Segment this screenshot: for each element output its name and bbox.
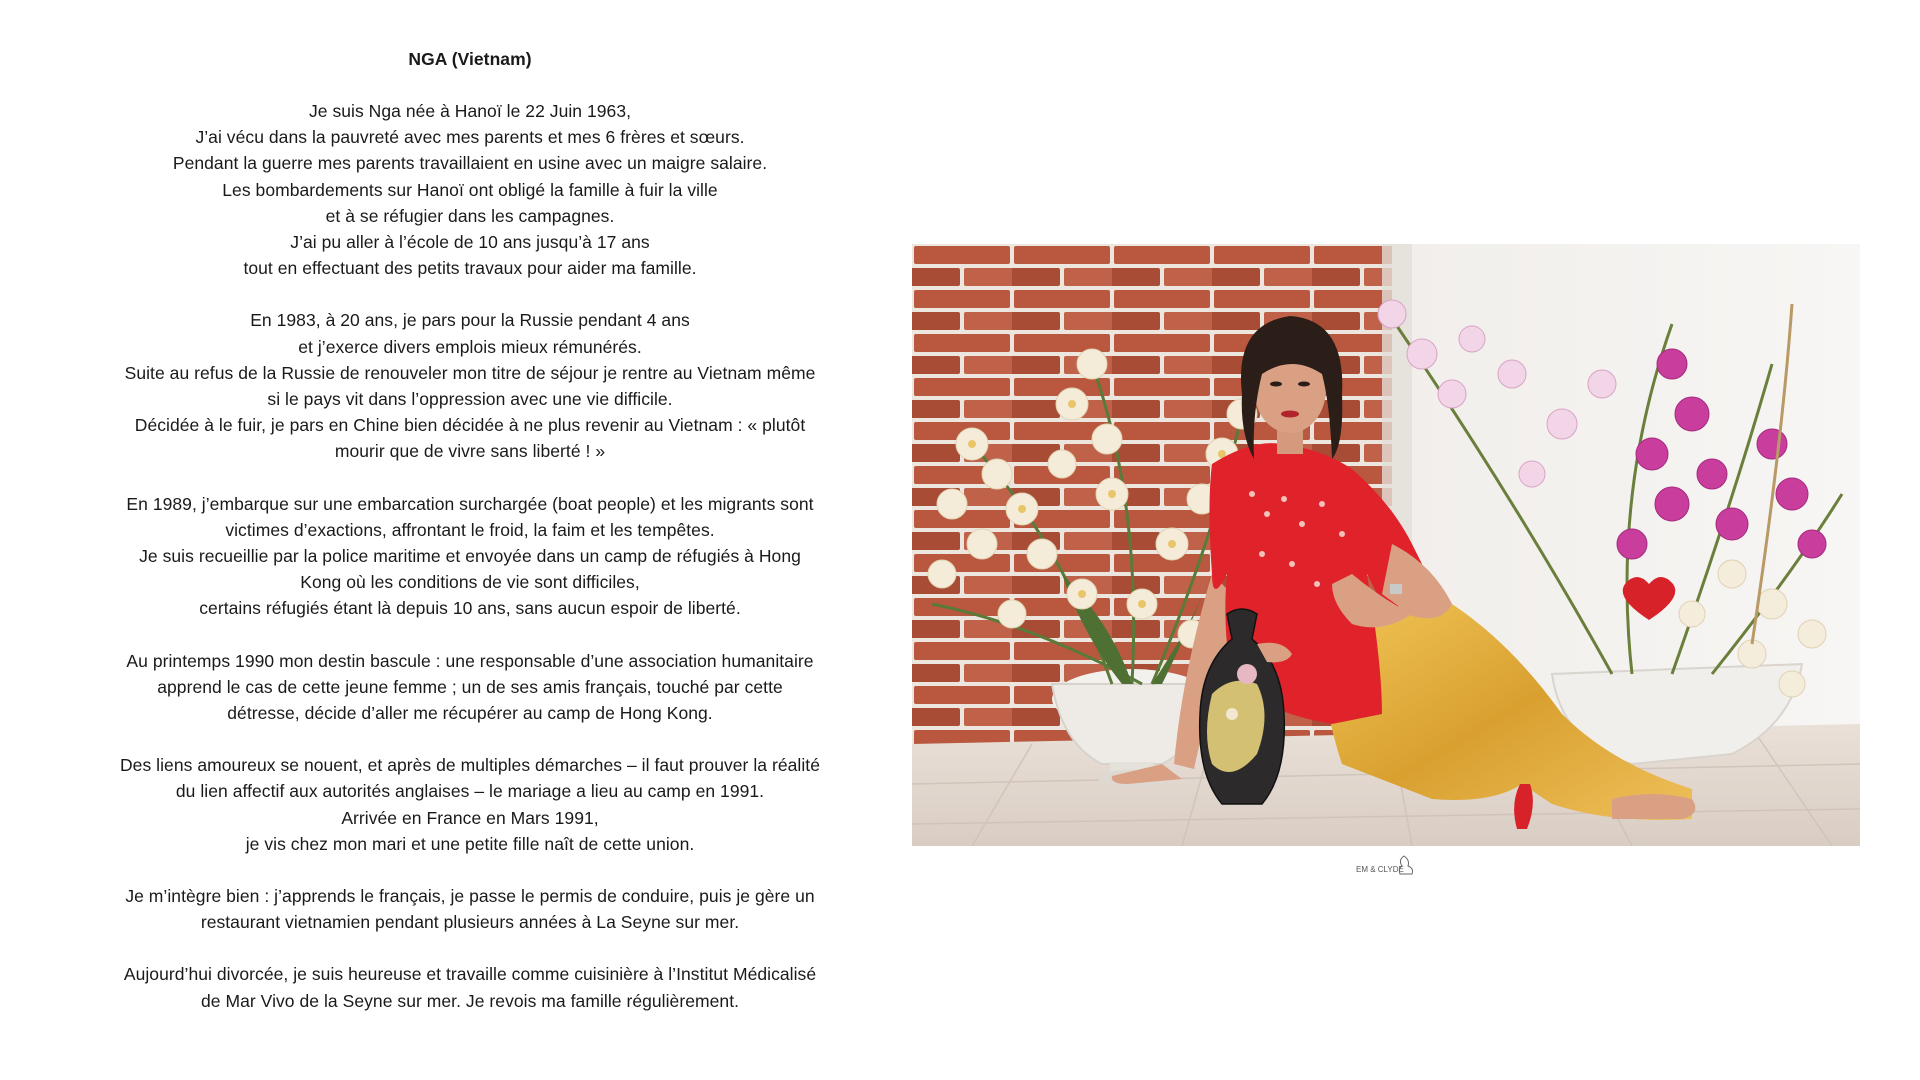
paragraph-line: Les bombardements sur Hanoï ont obligé la famille à fuir la ville — [222, 179, 718, 200]
portrait-illustration — [912, 244, 1860, 846]
paragraph-line: Pendant la guerre mes parents travaillaient en usine avec un maigre salaire. — [172, 153, 768, 174]
paragraph-line: Je suis Nga née à Hanoï le 22 Juin 1963, — [308, 101, 632, 121]
paragraph-line: Décidée à le fuir, je pars en Chine bien décidée à ne plus revenir au Vietnam : « plutôt — [134, 415, 806, 436]
paragraph-line: restaurant vietnamien pendant plusieurs années à La Seyne sur mer. — [200, 912, 740, 933]
paragraph-line: En 1989, j’embarque sur une embarcation surchargée (boat people) et les migrants sont — [126, 493, 814, 514]
paragraph-line: apprend le cas de cette jeune femme ; un de ses amis français, touché par cette — [157, 676, 783, 697]
paragraph-line: Au printemps 1990 mon destin bascule : une responsable d’une association humanitaire — [126, 650, 814, 671]
paragraph-line: J’ai pu aller à l’école de 10 ans jusqu’à 17 ans — [290, 232, 650, 253]
paragraph-line: du lien affectif aux autorités anglaises – le mariage a lieu au camp en 1991. — [175, 781, 765, 802]
paragraph-line: En 1983, à 20 ans, je pars pour la Russie pendant 4 ans — [250, 310, 690, 331]
watermark-text: EM & CLYDE — [1356, 865, 1404, 874]
story-paragraphs — [90, 98, 850, 1014]
paragraph-line: détresse, décide d’aller me récupérer au camp de Hong Kong. — [227, 703, 713, 724]
story-paragraph — [90, 883, 850, 935]
paragraph-line: et à se réfugier dans les campagnes. — [325, 205, 615, 226]
story-paragraph — [90, 648, 850, 727]
photographer-logo — [1354, 852, 1418, 878]
paragraph-line: et j’exerce divers emplois mieux rémunérés. — [298, 336, 642, 357]
paragraph-line: Je suis recueillie par la police maritime et envoyée dans un camp de réfugiés à Hong — [139, 546, 801, 567]
story-text — [90, 46, 850, 1040]
story-paragraph — [90, 752, 850, 857]
paragraph-line: Arrivée en France en Mars 1991, — [341, 807, 599, 828]
story-paragraph — [90, 491, 850, 622]
paragraph-line: Je m’intègre bien : j’apprends le français, je passe le permis de conduire, puis je gère un — [125, 886, 815, 907]
story-paragraph — [90, 98, 850, 281]
paragraph-line: Des liens amoureux se nouent, et après de multiples démarches – il faut prouver la réalité — [119, 755, 820, 776]
paragraph-line: si le pays vit dans l’oppression avec une vie difficile. — [267, 389, 673, 410]
paragraph-line: victimes d’exactions, affrontant le froid, la faim et les tempêtes. — [225, 519, 715, 540]
paragraph-line: Aujourd’hui divorcée, je suis heureuse et travaille comme cuisinière à l’Institut Médicalisé — [123, 964, 817, 985]
paragraph-line: Suite au refus de la Russie de renouveler mon titre de séjour je rentre au Vietnam même — [124, 362, 816, 383]
wristwatch — [1390, 584, 1402, 594]
paragraph-line: de Mar Vivo de la Seyne sur mer. Je revois ma famille régulièrement. — [200, 990, 740, 1011]
photographer-watermark — [1354, 852, 1418, 878]
portrait-photo — [912, 244, 1860, 846]
paragraph-line: tout en effectuant des petits travaux pour aider ma famille. — [243, 258, 697, 279]
story-paragraph — [90, 961, 850, 1013]
story-title: NGA (Vietnam) — [408, 49, 532, 69]
paragraph-line: mourir que de vivre sans liberté ! » — [334, 441, 606, 462]
story-paragraph — [90, 307, 850, 464]
paragraph-line: J’ai vécu dans la pauvreté avec mes parents et mes 6 frères et sœurs. — [195, 127, 745, 148]
paragraph-line: certains réfugiés étant là depuis 10 ans, sans aucun espoir de liberté. — [199, 598, 741, 619]
paragraph-line: Kong où les conditions de vie sont difficiles, — [300, 572, 640, 593]
paragraph-line: je vis chez mon mari et une petite fille naît de cette union. — [245, 833, 695, 854]
